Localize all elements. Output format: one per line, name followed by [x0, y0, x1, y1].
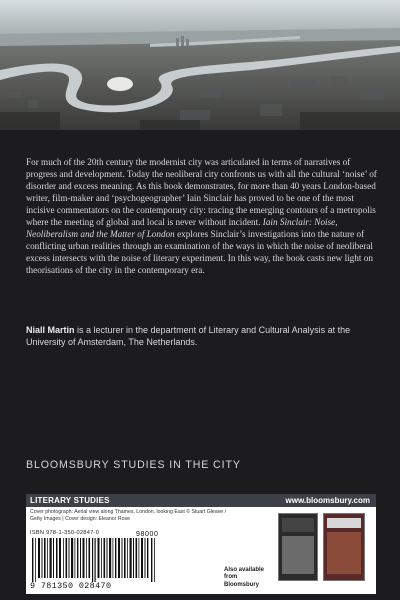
barcode-icon	[30, 538, 160, 582]
publisher-website: www.bloomsbury.com	[285, 496, 370, 505]
subject-category: LITERARY STUDIES	[30, 496, 110, 505]
author-bio-text: is a lecturer in the department of Literary and Cultural Analysis at the University of Amsterdam, The Netherlands.	[26, 325, 351, 348]
related-book-cover-1	[278, 513, 318, 581]
author-bio	[26, 324, 380, 348]
also-available-label: Also available from Bloomsbury	[224, 567, 265, 588]
book-description	[26, 156, 380, 276]
series-title: BLOOMSBURY STUDIES IN THE CITY	[26, 459, 241, 471]
isbn-barcode-digits: 9 781350 028470	[30, 581, 112, 591]
book2-title-block	[327, 518, 361, 528]
author-name: Niall Martin	[26, 325, 75, 335]
cover-photo-aerial-thames	[0, 0, 400, 130]
book2-image	[327, 532, 361, 574]
book1-image	[282, 536, 314, 574]
isbn-label: ISBN 978-1-350-02847-0	[30, 530, 100, 536]
dome-landmark	[107, 77, 133, 91]
related-book-cover-2	[323, 513, 365, 581]
price-code: 98000	[136, 531, 159, 538]
aerial-city-image	[0, 0, 400, 130]
cover-credits: Cover photograph: Aerial view along Thames, London, looking East © Stuart Gleave / Getty Images | Cover design: Eleanor Rose	[30, 509, 227, 522]
panel-header-bar	[26, 494, 376, 507]
book-title-italic: Iain Sinclair: Noise, Neoliberalism and the Matter of London	[26, 217, 338, 240]
book1-title-block	[282, 518, 314, 532]
description-intro: For much of the 20th century the modernist city was articulated in terms of narratives of progress and development. Today the neoliberal city confronts us with all the cultural ‘noise’ of disorder and excess meaning. As this book demonstrates, for more than 40 years London-based writer, film-maker and ‘psychogeographer’ Iain Sinclair has proved to be one of the most incisive commentators on the contemporary city: tracing the emerging contours of a metropolis where the meeting of global and local is never without incident.	[26, 157, 377, 228]
description-continued: explores Sinclair’s investigations into the nature of conflicting urban realities through an examination of the ways in which the noise of neoliberal excess intersects with the noise of literary experiment. In this way, the book casts new light on theorisations of the city in the contemporary era.	[26, 229, 373, 276]
publisher-panel	[26, 494, 376, 594]
